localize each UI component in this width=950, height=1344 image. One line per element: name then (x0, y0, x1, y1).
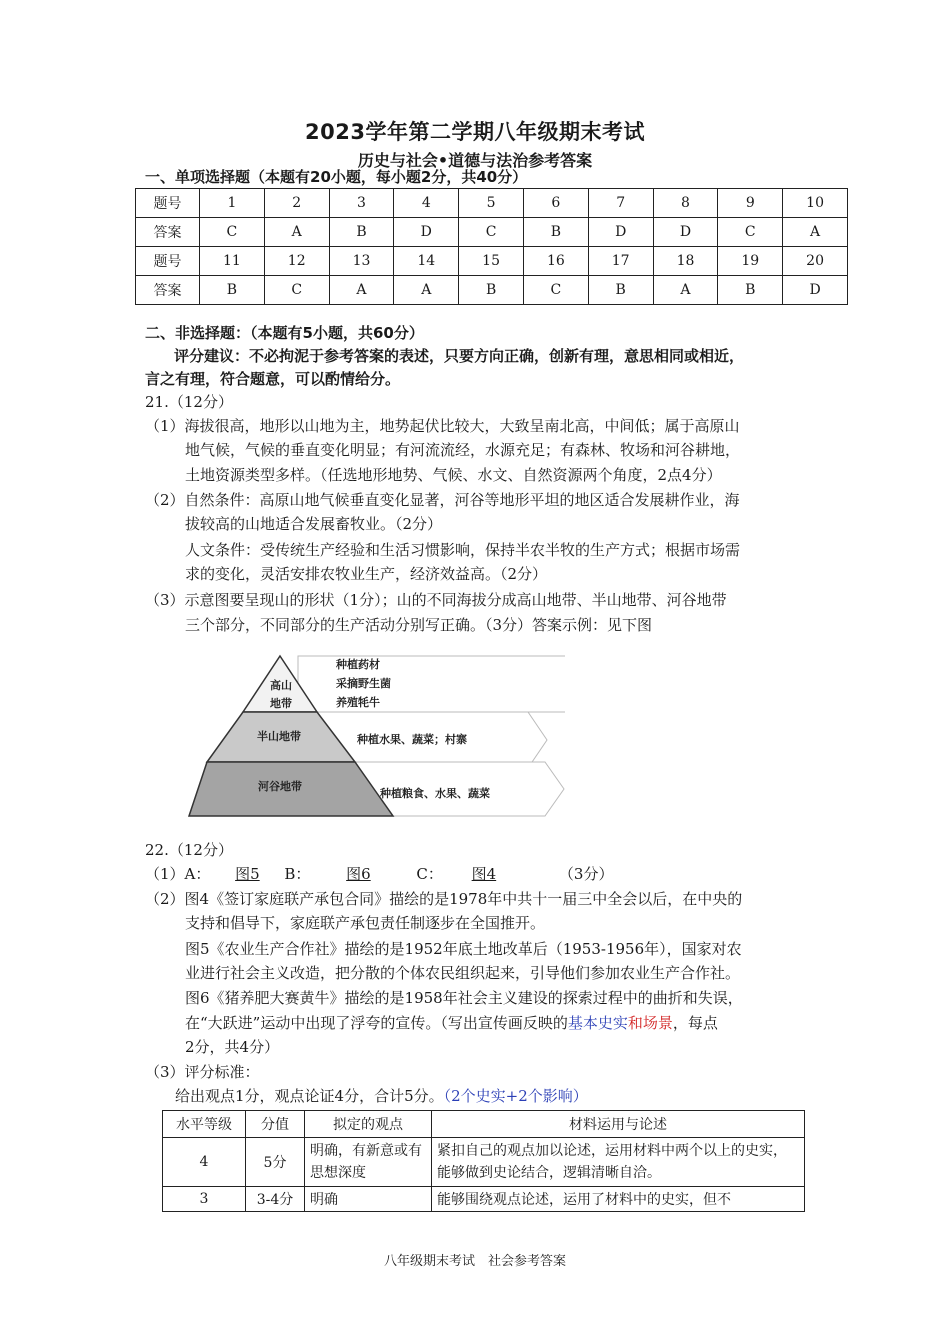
answer-table (135, 188, 848, 305)
q22-p2-line6-b: ，每点 (672, 1014, 718, 1032)
table-row (136, 247, 848, 276)
q22-b-label: B： (284, 865, 311, 883)
q22-p2-end: 2分，共4分） (185, 1038, 280, 1056)
col-header: 分值 (246, 1111, 305, 1138)
q22-highlight-red: 和场景 (627, 1014, 673, 1032)
q-num: 3 (329, 189, 394, 218)
use-cell: 紧扣自己的观点加以论述，运用材料中两个以上的史实，能够做到史论结合，逻辑清晰自洽。 (432, 1138, 805, 1187)
q22-p1 (145, 862, 613, 886)
q22-p3-blue: （2个史实+2个影响） (443, 1087, 588, 1105)
row-label-q: 题号 (136, 247, 200, 276)
q21-p2-line3: 人文条件：受传统生产经验和生活习惯影响，保持半农半牧的生产方式；根据市场需 (185, 541, 741, 559)
table-row (163, 1138, 805, 1187)
answer-cell: A (653, 276, 718, 305)
use-cell: 能够围绕观点论述，运用了材料中的史实，但不 (432, 1187, 805, 1212)
q-num: 10 (783, 189, 848, 218)
scoring-advice-line2: 言之有理，符合题意，可以酌情给分。 (145, 370, 401, 388)
q-num: 14 (394, 247, 459, 276)
q22-p1-score: （3分） (558, 865, 614, 883)
q22-p2-line3: 图5《农业生产合作社》描绘的是1952年底土地改革后（1953-1956年），国家对农 (185, 940, 742, 958)
q21-p2-line2: 拔较高的山地适合发展畜牧业。（2分） (185, 515, 443, 533)
q22-p2-line5: 图6《猪养肥大赛黄牛》描绘的是1958年社会主义建设的探索过程中的曲折和失误， (185, 989, 743, 1007)
table-row (163, 1187, 805, 1212)
zone-label-mid: 半山地带 (257, 730, 301, 743)
q-num: 13 (329, 247, 394, 276)
scoring-table (162, 1110, 805, 1212)
q-num: 11 (200, 247, 265, 276)
answer-cell: B (200, 276, 265, 305)
level-cell: 3 (163, 1187, 246, 1212)
answer-cell: B (523, 218, 588, 247)
q-num: 8 (653, 189, 718, 218)
q21-p1-line1: （1）海拔很高，地形以山地为主，地势起伏比较大，大致呈南北高，中间低；属于高原山 (145, 417, 740, 435)
q-num: 15 (459, 247, 524, 276)
row-label-q: 题号 (136, 189, 200, 218)
q21-p3-line1: （3）示意图要呈现山的形状（1分）；山的不同海拔分成高山地带、半山地带、河谷地带 (145, 591, 727, 609)
zone-label-high: 高山 (270, 679, 292, 692)
zone-label-high-b: 地带 (270, 697, 292, 710)
q-num: 20 (783, 247, 848, 276)
answer-cell: C (523, 276, 588, 305)
activity-high-2: 采摘野生菌 (336, 677, 391, 690)
q-num: 7 (588, 189, 653, 218)
q22-header: 22.（12分） (145, 841, 233, 859)
q22-p2-line6-a: 在“大跃进”运动中出现了浮夸的宣传。（写出宣传画反映的 (185, 1014, 568, 1032)
page-footer: 八年级期末考试 社会参考答案 (383, 1254, 566, 1269)
activity-high-3: 养殖牦牛 (336, 696, 380, 709)
q22-p3-text: 给出观点1分，观点论证4分，合计5分。 (175, 1087, 444, 1105)
section1-heading: 一、单项选择题（本题有20小题，每小题2分，共40分） (145, 168, 528, 186)
table-header-row (163, 1111, 805, 1138)
q-num: 4 (394, 189, 459, 218)
q22-p2-line1: （2）图4《签订家庭联产承包合同》描绘的是1978年中共十一届三中全会以后，在中央的 (145, 890, 743, 908)
answer-cell: B (459, 276, 524, 305)
q-num: 18 (653, 247, 718, 276)
section2-heading: 二、非选择题：（本题有5小题，共60分） (145, 324, 424, 342)
score-cell: 3-4分 (246, 1187, 305, 1212)
q-num: 1 (200, 189, 265, 218)
q21-header: 21.（12分） (145, 393, 233, 411)
q21-p2-line4: 求的变化，灵活安排农牧业生产，经济效益高。（2分） (185, 565, 548, 583)
answer-cell: D (783, 276, 848, 305)
q-num: 6 (523, 189, 588, 218)
activity-mid: 种植水果、蔬菜；村寨 (357, 733, 467, 746)
col-header: 水平等级 (163, 1111, 246, 1138)
q21-p3-line2: 三个部分，不同部分的生产活动分别写正确。（3分）答案示例：见下图 (185, 616, 653, 634)
answer-cell: B (588, 276, 653, 305)
q21-p1-line2: 地气候，气候的垂直变化明显；有河流流经，水源充足；有森林、牧场和河谷耕地， (185, 441, 741, 459)
answer-cell: A (329, 276, 394, 305)
page-title: 2023学年第二学期八年级期末考试 (305, 120, 645, 144)
q-num: 12 (264, 247, 329, 276)
col-header: 拟定的观点 (305, 1111, 432, 1138)
answer-cell: C (718, 218, 783, 247)
score-cell: 5分 (246, 1138, 305, 1187)
activity-high-1: 种植药材 (336, 658, 380, 671)
answer-cell: C (459, 218, 524, 247)
table-row (136, 189, 848, 218)
q21-p1-line3: 土地资源类型多样。（任选地形地势、气候、水文、自然资源两个角度，2点4分） (185, 466, 722, 484)
q22-p2-line2: 支持和倡导下，家庭联产承包责任制逐步在全国推开。 (185, 914, 546, 932)
q-num: 2 (264, 189, 329, 218)
col-header: 材料运用与论述 (432, 1111, 805, 1138)
answer-cell: A (264, 218, 329, 247)
row-label-a: 答案 (136, 218, 200, 247)
q-num: 9 (718, 189, 783, 218)
q22-p2-line4: 业进行社会主义改造，把分散的个体农民组织起来，引导他们参加农业生产合作社。 (185, 964, 741, 982)
answer-cell: D (653, 218, 718, 247)
table-row (136, 218, 848, 247)
q-num: 19 (718, 247, 783, 276)
view-cell: 明确，有新意或有思想深度 (305, 1138, 432, 1187)
page-subtitle: 历史与社会•道德与法治参考答案 (357, 151, 593, 170)
q22-p1-prefix: （1）A： (145, 865, 211, 883)
q22-answer-b: 图6 (346, 865, 371, 883)
answer-cell: D (394, 218, 459, 247)
view-cell: 明确 (305, 1187, 432, 1212)
answer-cell: B (718, 276, 783, 305)
level-cell: 4 (163, 1138, 246, 1187)
activity-valley: 种植粮食、水果、蔬菜 (380, 787, 490, 800)
answer-cell: D (588, 218, 653, 247)
q22-p2-line6 (185, 1011, 718, 1035)
q22-p3-header: （3）评分标准： (145, 1063, 260, 1081)
q21-p2-line1: （2）自然条件：高原山地气候垂直变化显著，河谷等地形平坦的地区适合发展耕作业，海 (145, 491, 740, 509)
q22-p3-line (175, 1084, 588, 1108)
mountain-diagram (185, 648, 565, 820)
answer-cell: B (329, 218, 394, 247)
q22-answer-c: 图4 (471, 865, 497, 883)
q-num: 5 (459, 189, 524, 218)
q-num: 17 (588, 247, 653, 276)
table-row (136, 276, 848, 305)
answer-cell: A (783, 218, 848, 247)
answer-cell: C (264, 276, 329, 305)
q22-highlight-blue: 基本史实 (567, 1014, 628, 1032)
q22-answer-a: 图5 (235, 865, 260, 883)
q22-c-label: C： (416, 865, 443, 883)
answer-cell: A (394, 276, 459, 305)
scoring-advice-line1: 评分建议：不必拘泥于参考答案的表述，只要方向正确，创新有理，意思相同或相近， (174, 347, 745, 365)
zone-label-valley: 河谷地带 (258, 780, 302, 793)
q-num: 16 (523, 247, 588, 276)
row-label-a: 答案 (136, 276, 200, 305)
answer-cell: C (200, 218, 265, 247)
